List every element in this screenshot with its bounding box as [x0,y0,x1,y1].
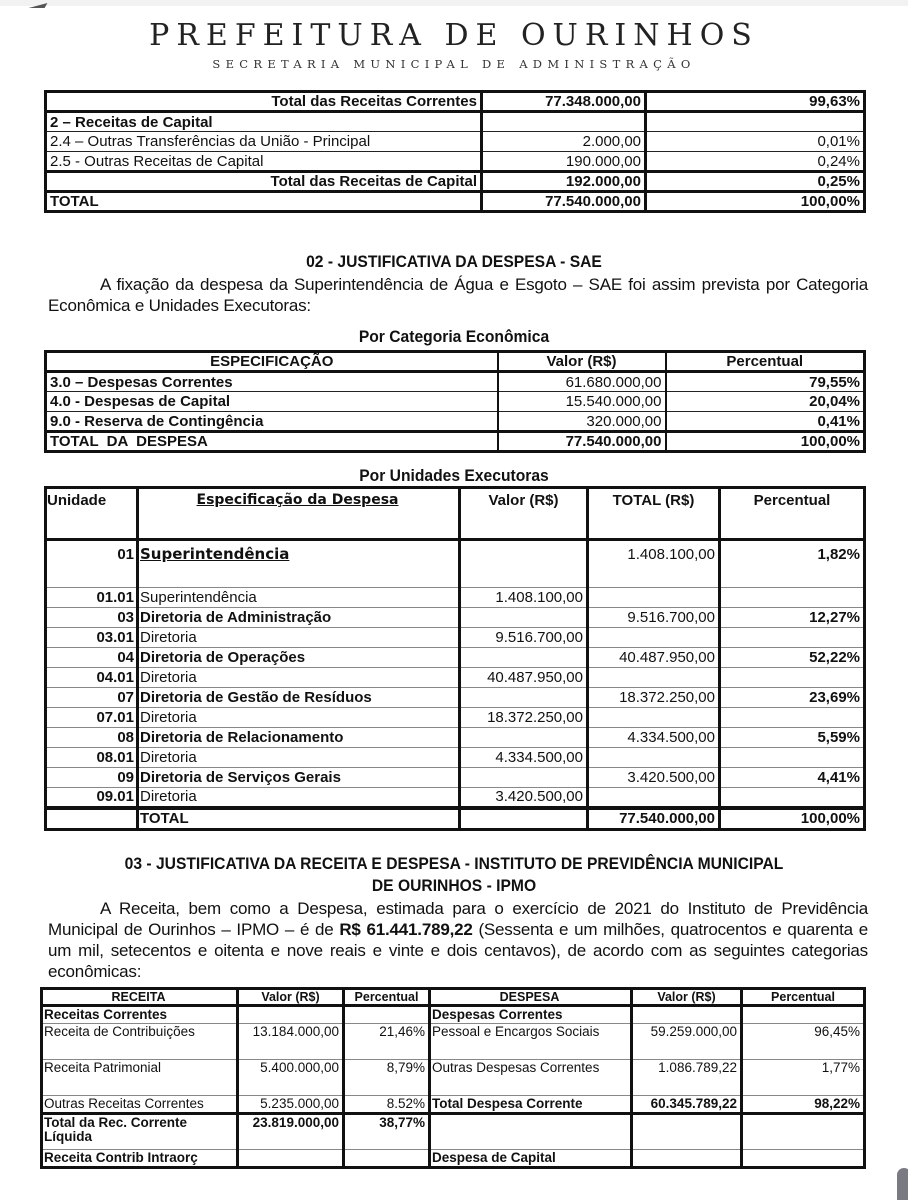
section-title: 02 - JUSTIFICATIVA DA DESPESA - SAE [306,252,602,271]
table-row [46,668,865,688]
unit-spec: Diretoria [138,708,460,728]
receita-label: Receita de Contribuições [42,1024,238,1060]
table-row [42,1024,865,1060]
unit-percent: 100,00% [720,808,865,830]
unit-total [588,748,720,768]
row-value: 77.540.000,00 [482,192,646,212]
table-row-total [46,192,865,212]
unit-value: 18.372.250,00 [460,708,588,728]
unit-code: 03.01 [46,628,138,648]
receita-percent: 38,77% [344,1114,430,1150]
despesa-label [430,1114,632,1150]
unit-code: 08.01 [46,748,138,768]
unit-value: 3.420.500,00 [460,788,588,808]
unit-percent: 1,82% [720,540,865,588]
unit-code: 04.01 [46,668,138,688]
top-bar [0,0,908,6]
document-title: PREFEITURA DE OURINHOS [149,18,759,53]
unit-value [460,648,588,668]
table-row [42,1006,865,1024]
despesa-value: 1.086.789,22 [632,1060,742,1096]
column-header: Percentual [742,989,865,1006]
table-row [42,1150,865,1168]
table-row [46,708,865,728]
row-value: 320.000,00 [498,412,666,432]
receita-value [238,1006,344,1024]
unit-code: 01 [46,540,138,588]
despesa-label: Total Despesa Corrente [430,1096,632,1114]
receita-label: Total da Rec. Corrente Líquida [42,1114,238,1150]
column-header: Percentual [344,989,430,1006]
row-percent [646,112,865,132]
receita-value: 13.184.000,00 [238,1024,344,1060]
table-row [46,588,865,608]
unit-spec: Diretoria [138,668,460,688]
receita-percent: 21,46% [344,1024,430,1060]
despesa-percent: 1,77% [742,1060,865,1096]
column-header: RECEITA [42,989,238,1006]
row-value: 15.540.000,00 [498,392,666,412]
receita-label: Receita Patrimonial [42,1060,238,1096]
row-percent: 100,00% [666,432,865,452]
receita-value: 5.400.000,00 [238,1060,344,1096]
unit-total: 40.487.950,00 [588,648,720,668]
unit-spec: Diretoria [138,748,460,768]
unit-total [588,788,720,808]
column-header: Percentual [666,352,865,372]
table-header-row [46,352,865,372]
table-row [46,728,865,748]
table-row [46,412,865,432]
despesa-label: Outras Despesas Correntes [430,1060,632,1096]
unit-value [460,808,588,830]
unit-total: 9.516.700,00 [588,608,720,628]
table-row-total [46,808,865,830]
table-row [46,112,865,132]
unit-value: 4.334.500,00 [460,748,588,768]
unit-value [460,768,588,788]
row-spec: 9.0 - Reserva de Contingência [46,412,498,432]
scrollbar-thumb[interactable] [897,1168,908,1200]
receita-percent [344,1006,430,1024]
column-header: Valor (R$) [632,989,742,1006]
unit-percent [720,708,865,728]
receita-value: 5.235.000,00 [238,1096,344,1114]
row-percent: 99,63% [646,92,865,112]
column-header: Percentual [720,488,865,540]
despesa-label: Pessoal e Encargos Sociais [430,1024,632,1060]
row-label: 2.4 – Outras Transferências da União - Principal [46,132,482,152]
unit-total: 77.540.000,00 [588,808,720,830]
column-header: ESPECIFICAÇÃO [46,352,498,372]
row-value: 190.000,00 [482,152,646,172]
unit-percent: 5,59% [720,728,865,748]
column-header: Unidade [46,488,138,540]
row-percent: 100,00% [646,192,865,212]
page-corner-icon [29,3,48,8]
unit-spec: Diretoria de Operações [138,648,460,668]
unit-value [460,608,588,628]
unit-spec: Diretoria de Serviços Gerais [138,768,460,788]
row-value: 192.000,00 [482,172,646,192]
paragraph-text: A Receita, bem como a Despesa, estimada para o exercício de 2021 do Instituto de Previdência Municipal de Ourinhos – IPMO – é de [48,899,868,939]
paragraph-text: A fixação da despesa da Superintendência de Água e Esgoto – SAE foi assim prevista por Categoria Econômica e Unidades Executoras: [48,275,868,315]
unit-percent [720,748,865,768]
table-row [46,688,865,708]
table-row [46,788,865,808]
section-title: 03 - JUSTIFICATIVA DA RECEITA E DESPESA - INSTITUTO DE PREVIDÊNCIA MUNICIPAL [124,854,784,873]
row-percent: 79,55% [666,372,865,392]
despesa-percent [742,1006,865,1024]
receita-label: Outras Receitas Correntes [42,1096,238,1114]
row-label: Total das Receitas de Capital [46,172,482,192]
table-row [42,1096,865,1114]
unit-code: 09 [46,768,138,788]
table-row [46,648,865,668]
unit-percent [720,668,865,688]
table-caption: Por Categoria Econômica [358,327,550,346]
receita-label: Receita Contrib Intraorç [42,1150,238,1168]
column-header: Especificação da Despesa [138,488,460,540]
row-spec: 4.0 - Despesas de Capital [46,392,498,412]
receita-percent: 8.52% [344,1096,430,1114]
unit-percent [720,628,865,648]
row-label: TOTAL [46,192,482,212]
unit-spec: Superintendência [138,588,460,608]
unit-spec: Superintendência [138,540,460,588]
unit-percent: 23,69% [720,688,865,708]
unit-code: 07 [46,688,138,708]
unit-total: 1.408.100,00 [588,540,720,588]
table-caption: Por Unidades Executoras [359,466,549,485]
row-value: 61.680.000,00 [498,372,666,392]
despesa-value [632,1150,742,1168]
table-row [46,372,865,392]
table-row [42,1060,865,1096]
row-label: 2 – Receitas de Capital [46,112,482,132]
row-value: 77.348.000,00 [482,92,646,112]
despesa-value: 60.345.789,22 [632,1096,742,1114]
unit-total [588,668,720,688]
row-percent: 20,04% [666,392,865,412]
table-header-row [46,488,865,540]
row-percent: 0,25% [646,172,865,192]
unit-total [588,628,720,648]
column-header: Valor (R$) [238,989,344,1006]
despesa-value [632,1114,742,1150]
unit-percent: 4,41% [720,768,865,788]
row-value: 2.000,00 [482,132,646,152]
table-row [46,748,865,768]
table-row [46,152,865,172]
receita-value [238,1150,344,1168]
receitas-table [44,90,866,213]
unit-percent [720,788,865,808]
table-row [46,768,865,788]
column-header: Valor (R$) [460,488,588,540]
despesa-value: 59.259.000,00 [632,1024,742,1060]
unit-code: 09.01 [46,788,138,808]
unit-spec: Diretoria de Gestão de Resíduos [138,688,460,708]
unit-spec: Diretoria de Relacionamento [138,728,460,748]
document-subtitle: SECRETARIA MUNICIPAL DE ADMINISTRAÇÃO [212,57,696,71]
despesa-value [632,1006,742,1024]
unit-total [588,708,720,728]
unit-code: 04 [46,648,138,668]
unit-value [460,688,588,708]
column-header: Valor (R$) [498,352,666,372]
unit-spec: TOTAL [138,808,460,830]
row-label: 2.5 - Outras Receitas de Capital [46,152,482,172]
unit-percent: 52,22% [720,648,865,668]
despesa-label: Despesa de Capital [430,1150,632,1168]
unidades-executoras-table [44,486,866,831]
unit-spec: Diretoria [138,788,460,808]
despesa-percent: 98,22% [742,1096,865,1114]
unit-percent [720,588,865,608]
despesa-label: Despesas Correntes [430,1006,632,1024]
row-value: 77.540.000,00 [498,432,666,452]
unit-code: 01.01 [46,588,138,608]
table-header-row [42,989,865,1006]
unit-spec: Diretoria [138,628,460,648]
row-percent: 0,24% [646,152,865,172]
unit-code: 07.01 [46,708,138,728]
table-row [42,1114,865,1150]
table-row [46,132,865,152]
receita-label: Receitas Correntes [42,1006,238,1024]
row-percent: 0,41% [666,412,865,432]
section-paragraph [48,898,868,982]
total-amount: R$ 61.441.789,22 [339,920,473,939]
paragraph-text: (Sessenta e um milhões, quatrocentos e quarenta e um mil, setecentos e oitenta e nove reais e vinte e dois centavos), de acordo com as seguintes categorias econômicas: [48,920,868,981]
unit-spec: Diretoria de Administração [138,608,460,628]
row-percent: 0,01% [646,132,865,152]
receita-percent [344,1150,430,1168]
despesa-percent [742,1114,865,1150]
unit-total [588,588,720,608]
row-spec: TOTAL DA DESPESA [46,432,498,452]
row-value [482,112,646,132]
row-label: Total das Receitas Correntes [46,92,482,112]
despesa-percent [742,1150,865,1168]
table-row [46,628,865,648]
column-header: DESPESA [430,989,632,1006]
column-header: TOTAL (R$) [588,488,720,540]
unit-code: 03 [46,608,138,628]
receita-percent: 8,79% [344,1060,430,1096]
unit-code [46,808,138,830]
table-row [46,392,865,412]
table-row [46,172,865,192]
unit-value: 40.487.950,00 [460,668,588,688]
unit-value: 9.516.700,00 [460,628,588,648]
section-title-line2: DE OURINHOS - IPMO [371,876,537,895]
section-paragraph [48,274,868,316]
table-row [46,540,865,588]
ipmo-table [40,987,866,1169]
table-row [46,92,865,112]
unit-value [460,728,588,748]
unit-total: 18.372.250,00 [588,688,720,708]
despesa-percent: 96,45% [742,1024,865,1060]
table-row-total [46,432,865,452]
unit-total: 4.334.500,00 [588,728,720,748]
unit-code: 08 [46,728,138,748]
table-row [46,608,865,628]
categoria-economica-table [44,350,866,453]
unit-value [460,540,588,588]
unit-percent: 12,27% [720,608,865,628]
unit-value: 1.408.100,00 [460,588,588,608]
receita-value: 23.819.000,00 [238,1114,344,1150]
row-spec: 3.0 – Despesas Correntes [46,372,498,392]
unit-total: 3.420.500,00 [588,768,720,788]
